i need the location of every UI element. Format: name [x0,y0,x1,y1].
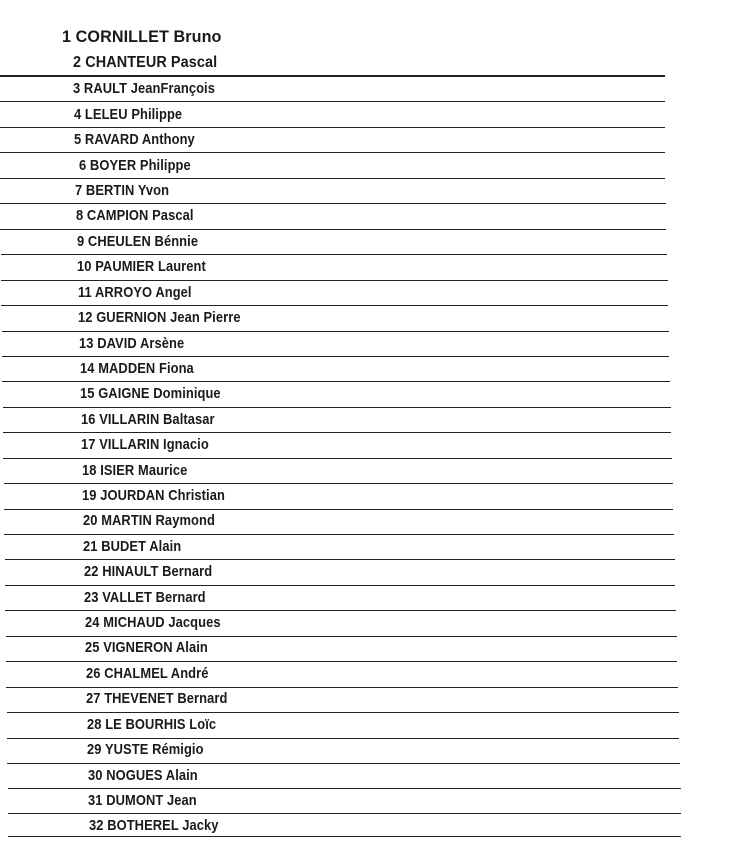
list-item: 5 RAVARD Anthony [74,131,195,148]
list-item: 12 GUERNION Jean Pierre [78,309,241,326]
list-item: 29 YUSTE Rémigio [87,741,204,758]
list-item: 28 LE BOURHIS Loïc [87,716,217,733]
list-item: 7 BERTIN Yvon [75,182,170,199]
list-item: 31 DUMONT Jean [88,792,197,809]
list-item: 22 HINAULT Bernard [84,563,213,580]
list-item: 26 CHALMEL André [86,665,209,682]
list-item: 16 VILLARIN Baltasar [81,411,215,428]
list-item: 3 RAULT JeanFrançois [73,80,215,97]
list-item: 20 MARTIN Raymond [83,512,215,529]
separator-line [3,432,671,433]
separator-line [7,763,680,764]
list-item: 1 CORNILLET Bruno [62,27,222,46]
list-item: 14 MADDEN Fiona [80,360,194,377]
separator-line [0,127,665,128]
separator-line [5,559,675,560]
list-item: 17 VILLARIN Ignacio [81,436,209,453]
separator-line [8,788,681,789]
list-item: 23 VALLET Bernard [84,589,206,606]
list-item: 9 CHEULEN Bénnie [77,233,199,250]
separator-line [2,331,669,332]
separator-line [3,407,671,408]
separator-line [3,458,672,459]
list-item: 4 LELEU Philippe [74,106,183,123]
separator-line [1,254,667,255]
separator-line [7,738,679,739]
list-item: 13 DAVID Arsène [79,335,185,352]
list-item: 32 BOTHEREL Jacky [89,817,219,834]
separator-line [6,636,677,637]
list-item: 27 THEVENET Bernard [86,690,228,707]
separator-line [0,229,666,230]
separator-line [5,585,675,586]
list-item: 2 CHANTEUR Pascal [73,54,218,71]
separator-line [1,280,668,281]
separator-line [0,203,666,204]
separator-line [8,836,681,837]
list-item: 30 NOGUES Alain [88,767,198,784]
separator-line [0,152,665,153]
separator-line [0,75,665,77]
list-item: 6 BOYER Philippe [79,157,191,174]
list-item: 19 JOURDAN Christian [82,487,225,504]
separator-line [4,483,673,484]
separator-line [2,381,670,382]
separator-line [4,534,674,535]
separator-line [5,610,676,611]
separator-line [0,178,665,179]
list-item: 24 MICHAUD Jacques [85,614,221,631]
list-item: 11 ARROYO Angel [78,284,192,301]
separator-line [0,101,665,102]
separator-line [2,356,669,357]
list-item: 25 VIGNERON Alain [85,639,208,656]
separator-line [1,305,668,306]
separator-line [6,661,677,662]
separator-line [4,509,673,510]
list-item: 8 CAMPION Pascal [76,207,194,224]
list-item: 15 GAIGNE Dominique [80,385,221,402]
separator-line [6,687,678,688]
separator-line [8,813,681,814]
list-item: 10 PAUMIER Laurent [77,258,206,275]
separator-line [7,712,679,713]
list-item: 21 BUDET Alain [83,538,182,555]
list-item: 18 ISIER Maurice [82,462,188,479]
